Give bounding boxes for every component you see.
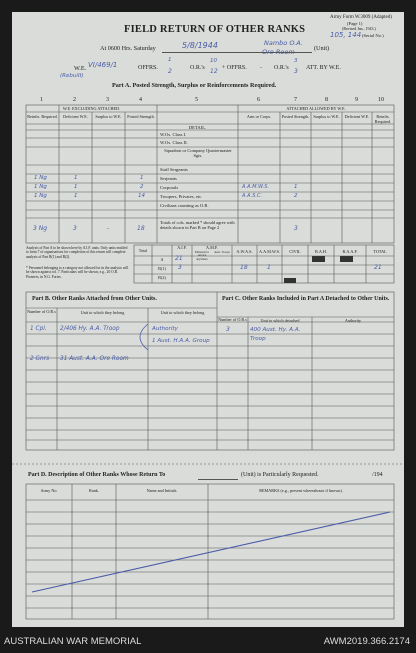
hw-part-b-unit-2: 31 Aust. A.A. Ore Room [60,356,129,362]
hw-part-b-unit-1: 2/406 Hy. A.A. Troop [60,326,120,332]
part-b-col-number: Number of O.R.s [27,309,56,314]
analysis-header-bah: B.A.H. [315,249,327,254]
row-staff-sergeants: Staff Sergeants [160,167,188,172]
row-civilians: Civilians counting as O.R. [160,203,209,208]
hw-troopers-reinfts: 1 Ng [34,193,47,199]
part-c-col-number: Number of O.R.s [218,317,247,322]
analysis-header-civil: CIVIL [289,249,301,254]
unit-handwritten-1: Nambo O.A. [264,39,303,47]
col-number-3: 3 [106,97,109,103]
analysis-header-raaf: R.A.A.F. [342,249,358,254]
footer [0,633,416,653]
analysis-row-a: A [160,257,164,262]
footer-institution: AUSTRALIAN WAR MEMORIAL [4,636,142,647]
offrs-value: 2 [168,68,172,75]
rebuilt-handwritten: (Rebuilt) [60,73,84,79]
hw-analysis-aif-a: 21 [175,255,183,262]
hw-corporals-arm: A.A.M.W.S. [242,184,269,190]
part-c-col-authority: Authority [344,318,362,323]
form-sheet [12,12,404,627]
ors2-label: O.R.'s [274,65,289,71]
offrs-value-top: 1 [168,57,172,63]
analysis-header-aamws: A.A.M.W.S. [259,249,280,254]
col-number-8: 8 [325,97,328,103]
part-d-col-remarks: REMARKS (e.g., present whereabouts if known). [259,488,343,493]
hw-troopers-arm: A.A.S.C. [242,193,263,199]
unit-label: (Unit) [314,45,330,52]
ors2-value: 3 [294,68,298,75]
analysis-header-total: TOTAL [373,249,387,254]
header-surplus-we-left: Surplus to W.E. [95,114,122,119]
hw-part-b-authority-2: 1 Aust. H.A.A. Group [152,338,210,344]
detail-header: DETAIL. [188,125,207,130]
hw-part-c-num: 3 [226,326,230,333]
hw-totals-surplus: - [107,225,110,232]
col-number-6: 6 [257,97,260,103]
analysis-subheader-enlisted: Enlisted for service anywhere [194,250,210,261]
hw-totals-posted: 18 [137,225,145,232]
date-line-label: At 0600 Hrs. Saturday [100,45,156,52]
col-number-4: 4 [139,97,142,103]
part-a-title: Part A. Posted Strength, Surplus or Reinforcements Required. [112,82,277,89]
ors2-value-top: 3 [294,58,298,64]
analysis-header-awas: A.W.A.S. [236,249,253,254]
footer-accession-number: AWM2019.366.2174 [323,636,410,647]
hw-troopers-posted: 14 [138,193,145,199]
analysis-subheader-aust-troops: Aust. Troops [214,250,230,254]
row-totals-note: Totals of cols. marked * should agree with details shown in Part B on Page 2 [160,220,235,231]
group-header-attached-allowed: ATTACHED ALLOWED BY W.E. [286,106,346,111]
form-title: FIELD RETURN OF OTHER RANKS [124,24,306,35]
analysis-row-b2: B(2) [158,275,166,280]
col-number-10: 10 [378,97,384,103]
hw-analysis-aif-b: 3 [178,264,182,271]
hw-part-b-authority-1: Authority [152,326,178,332]
row-company-qm-sgts: Squadron or Company Quartermaster Sgts. [164,148,232,159]
hw-corporals-deficient: 1 [74,184,78,190]
part-b-col-unit: Unit to which they belong [80,310,125,315]
header-deficient-we-left: Deficient W.E. [63,114,88,119]
hw-totals-attached-posted: 3 [294,225,298,232]
unit-handwritten-2: Ore Room [262,48,295,56]
analysis-header-aif: A.I.F. [177,245,187,250]
analysis-header-amf: A.M.F. [206,245,218,250]
part-c-title: Part C. Other Ranks Included in Part A Detached to Other Units. [222,296,390,302]
hw-serjeants-reinfts: 1 Ng [34,175,47,181]
analysis-row-b1: B(1) [158,266,166,271]
part-d-col-name: Name and Initials. [146,488,178,493]
hw-analysis-awas: 18 [240,264,248,271]
col-number-7: 7 [294,97,297,103]
part-b-col-unit-2: Unit to which they belong [160,310,205,315]
date-handwritten: 5/8/1944 [182,41,218,50]
col-number-1: 1 [40,97,43,103]
ors-label: O.R.'s [190,65,205,71]
col-number-9: 9 [355,97,358,103]
part-d-col-army-no: Army No. [40,488,58,493]
hw-corporals-attached-posted: 1 [294,184,298,190]
analysis-header-total-label: Total [138,248,148,253]
header-arm-or-corps: Arm or Corps. [246,114,272,119]
row-serjeants: Serjeants [160,176,177,181]
header-posted-strength-left: Posted Strength. [127,114,155,119]
part-d-col-rank: Rank. [89,488,99,493]
hw-part-c-unit: 400 Aust. Hy. A.A. Troop [250,327,301,342]
hw-corporals-reinfts: 1 Ng [34,184,47,190]
page-indicator: (Page 1) [347,21,363,26]
group-header-we-excluding-attached: W.E. EXCLUDING ATTACHED. [62,106,121,111]
offrs-label: OFFRS. [138,65,158,71]
hw-serjeants-deficient: 1 [74,175,78,181]
hw-analysis-total: 21 [374,264,382,271]
part-c-col-unit: Unit to which detached [260,318,300,323]
hw-troopers-attached-posted: 2 [294,193,298,199]
we-label: W.E. [74,65,87,72]
row-wo-class-2: W.Os. Class II. [160,140,188,145]
part-d-unit-blank [198,479,238,480]
row-wo-class-1: W.Os. Class I. [160,132,187,137]
serial-number-handwritten: 105, 144 [330,31,362,39]
revision-note: (Revised Jan., 1943.) [342,26,376,31]
header-deficient-we-right: Deficient W.E. [344,114,370,119]
attached-by-we-label: ATT. BY W.E. [306,65,341,71]
hw-totals-reinfts: 3 Ng [33,225,48,232]
hw-part-b-num-1: 1 Cpl. [30,326,47,332]
hw-part-b-num-2: 2 Gnrs [30,356,50,362]
header-reinfts-required-right: Reinfts. Required. [374,114,392,124]
col-number-2: 2 [73,97,76,103]
header-posted-strength-right: Posted Strength. [281,114,310,119]
offrs2-value: - [260,64,263,71]
hw-analysis-aamws: 1 [267,264,271,271]
part-d-date: /194 [372,472,383,478]
hw-serjeants-posted: 1 [140,175,144,181]
col-number-5: 5 [195,97,198,103]
ors-value-top: 10 [210,58,217,64]
plus-offrs-label: + OFFRS. [222,65,247,71]
form-reference: Army Form W.3009 (Adapted) [330,15,392,20]
hw-troopers-deficient: 1 [74,193,78,199]
hw-corporals-posted: 2 [140,184,144,190]
row-troopers-privates: Troopers, Privates, etc. [160,194,203,199]
serial-label: (Serial No.) [362,33,384,38]
hw-totals-deficient: 3 [73,225,77,232]
part-b-title: Part B. Other Ranks Attached from Other Units. [32,296,157,302]
we-handwritten: VI/469/1 [88,61,118,69]
analysis-note-1: Analysis of Part A to be shown here by A.I.F. units. Only units entitled to form 7 of organisations for completion of this return will complete analysis of Part B(1) and B(2). [26,246,128,259]
ors-value: 12 [210,68,218,75]
row-corporals: Corporals [160,185,179,190]
header-surplus-we-right: Surplus to W.E. [313,114,340,119]
analysis-note-2: * Personnel belonging to a category not allowed for in the analysis will be shown against col. 7. Particulars will be shown, e.g., 20 O.R. Pioneers, in N.G. Fortes. [26,266,129,279]
header-reinfts-required-left: Reinfts. Required. [27,114,58,119]
part-d-title-mid: (Unit) is Particularly Requested. [241,472,319,478]
part-d-title: Part D. Description of Other Ranks Whose Return To [28,472,166,478]
